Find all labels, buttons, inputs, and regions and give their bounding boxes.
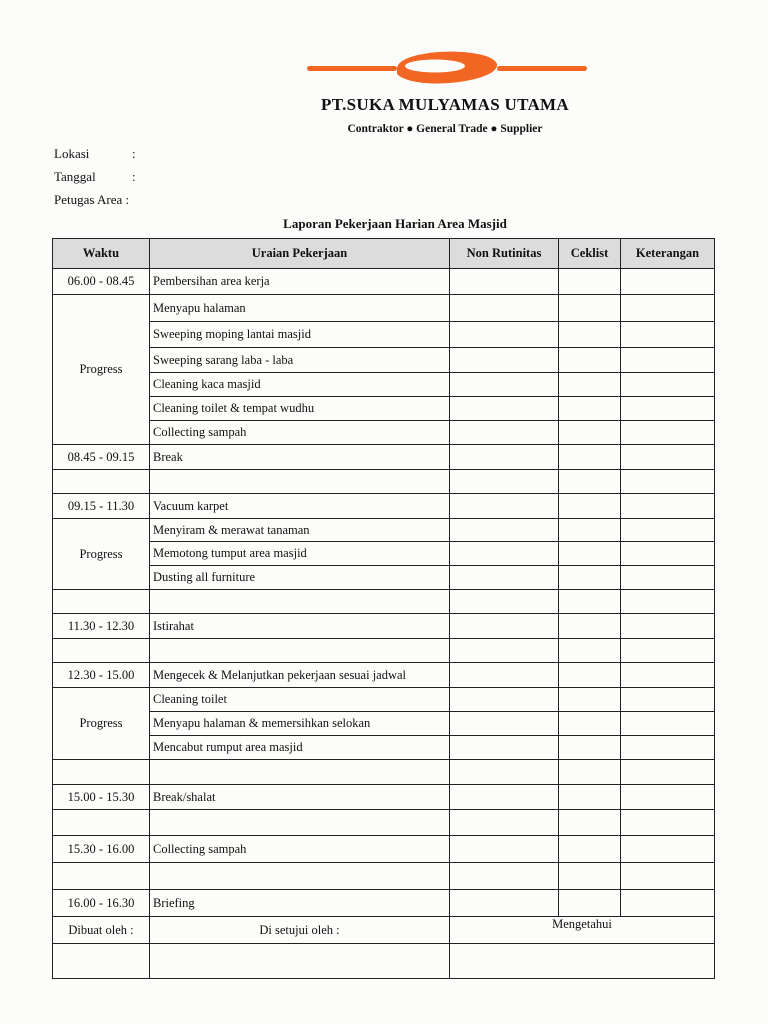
- time-cell: 15.00 - 15.30: [53, 785, 150, 810]
- ceklist-cell[interactable]: [559, 890, 621, 917]
- keterangan-cell[interactable]: [621, 269, 715, 295]
- company-name: PT.SUKA MULYAMAS UTAMA: [321, 95, 569, 114]
- non-rutinitas-cell[interactable]: [450, 785, 559, 810]
- ceklist-cell[interactable]: [559, 785, 621, 810]
- non-rutinitas-cell[interactable]: [450, 322, 559, 348]
- task-cell: Mengecek & Melanjutkan pekerjaan sesuai jadwal: [150, 663, 450, 688]
- time-cell: 12.30 - 15.00: [53, 663, 150, 688]
- mengetahui-label: Mengetahui: [450, 917, 715, 944]
- task-cell: Menyapu halaman & memersihkan selokan: [150, 712, 450, 736]
- table-row: [53, 373, 715, 397]
- non-rutinitas-cell[interactable]: [450, 736, 559, 760]
- table-header-row: [53, 239, 715, 269]
- col-header-waktu: Waktu: [53, 239, 150, 269]
- keterangan-cell[interactable]: [621, 542, 715, 566]
- ceklist-cell[interactable]: [559, 712, 621, 736]
- blank-row: [53, 590, 715, 614]
- task-cell: Collecting sampah: [150, 836, 450, 863]
- non-rutinitas-cell[interactable]: [450, 397, 559, 421]
- keterangan-cell[interactable]: [621, 295, 715, 322]
- blank-row: [53, 639, 715, 663]
- petugas-label: Petugas Area :: [54, 192, 130, 207]
- tanggal-label: Tanggal: [54, 169, 96, 184]
- time-cell: 16.00 - 16.30: [53, 890, 150, 917]
- task-cell: Sweeping sarang laba - laba: [150, 348, 450, 373]
- col-header-keterangan: Keterangan: [621, 239, 715, 269]
- table-row: [53, 494, 715, 519]
- blank-row: [53, 760, 715, 785]
- keterangan-cell[interactable]: [621, 494, 715, 519]
- meta-tanggal: [54, 168, 136, 186]
- table-row: [53, 663, 715, 688]
- task-cell: Sweeping moping lantai masjid: [150, 322, 450, 348]
- orange-swoosh-logo-icon: [305, 42, 590, 92]
- ceklist-cell[interactable]: [559, 542, 621, 566]
- task-cell: Collecting sampah: [150, 421, 450, 445]
- task-cell: Menyapu halaman: [150, 295, 450, 322]
- keterangan-cell[interactable]: [621, 688, 715, 712]
- ceklist-cell[interactable]: [559, 494, 621, 519]
- keterangan-cell[interactable]: [621, 421, 715, 445]
- keterangan-cell[interactable]: [621, 785, 715, 810]
- task-cell: Cleaning toilet: [150, 688, 450, 712]
- keterangan-cell[interactable]: [621, 348, 715, 373]
- table-row: [53, 712, 715, 736]
- lokasi-label: Lokasi: [54, 146, 90, 161]
- ceklist-cell[interactable]: [559, 836, 621, 863]
- blank-row: [53, 470, 715, 494]
- lokasi-colon: :: [132, 146, 136, 161]
- task-cell: Cleaning kaca masjid: [150, 373, 450, 397]
- time-cell: 15.30 - 16.00: [53, 836, 150, 863]
- ceklist-cell[interactable]: [559, 688, 621, 712]
- col-header-non-rutinitas: Non Rutinitas: [450, 239, 559, 269]
- keterangan-cell[interactable]: [621, 614, 715, 639]
- table-row: [53, 421, 715, 445]
- non-rutinitas-cell[interactable]: [450, 445, 559, 470]
- task-cell: Menyiram & merawat tanaman: [150, 519, 450, 542]
- daily-work-table: [52, 238, 715, 979]
- non-rutinitas-cell[interactable]: [450, 712, 559, 736]
- disetujui-oleh-signature[interactable]: [150, 944, 450, 979]
- task-cell: Memotong tumput area masjid: [150, 542, 450, 566]
- ceklist-cell[interactable]: [559, 397, 621, 421]
- table-row: [53, 348, 715, 373]
- mengetahui-signature[interactable]: [450, 944, 715, 979]
- dibuat-oleh-label: Dibuat oleh :: [53, 917, 150, 944]
- report-title: Laporan Pekerjaan Harian Area Masjid: [283, 216, 507, 231]
- ceklist-cell[interactable]: [559, 373, 621, 397]
- ceklist-cell[interactable]: [559, 663, 621, 688]
- table-row: [53, 614, 715, 639]
- task-cell: Break/shalat: [150, 785, 450, 810]
- ceklist-cell[interactable]: [559, 322, 621, 348]
- ceklist-cell[interactable]: [559, 295, 621, 322]
- table-row: [53, 542, 715, 566]
- non-rutinitas-cell[interactable]: [450, 519, 559, 542]
- table-row: [53, 397, 715, 421]
- table-row: [53, 890, 715, 917]
- ceklist-cell[interactable]: [559, 348, 621, 373]
- keterangan-cell[interactable]: [621, 736, 715, 760]
- keterangan-cell[interactable]: [621, 397, 715, 421]
- keterangan-cell[interactable]: [621, 890, 715, 917]
- company-tagline: Contraktor ● General Trade ● Supplier: [347, 123, 543, 135]
- non-rutinitas-cell[interactable]: [450, 890, 559, 917]
- ceklist-cell[interactable]: [559, 736, 621, 760]
- task-cell: Break: [150, 445, 450, 470]
- time-cell: 11.30 - 12.30: [53, 614, 150, 639]
- table-row: [53, 785, 715, 810]
- table-row: [53, 688, 715, 712]
- ceklist-cell[interactable]: [559, 445, 621, 470]
- task-cell: Dusting all furniture: [150, 566, 450, 590]
- table-row: [53, 295, 715, 322]
- task-cell: Pembersihan area kerja: [150, 269, 450, 295]
- ceklist-cell[interactable]: [559, 421, 621, 445]
- non-rutinitas-cell[interactable]: [450, 566, 559, 590]
- ceklist-cell[interactable]: [559, 614, 621, 639]
- keterangan-cell[interactable]: [621, 373, 715, 397]
- blank-row: [53, 810, 715, 836]
- non-rutinitas-cell[interactable]: [450, 269, 559, 295]
- table-row: [53, 736, 715, 760]
- non-rutinitas-cell[interactable]: [450, 421, 559, 445]
- non-rutinitas-cell[interactable]: [450, 663, 559, 688]
- col-header-uraian: Uraian Pekerjaan: [150, 239, 450, 269]
- table-row: [53, 445, 715, 470]
- task-cell: Briefing: [150, 890, 450, 917]
- task-cell: Istirahat: [150, 614, 450, 639]
- table-row: [53, 269, 715, 295]
- table-row: [53, 519, 715, 542]
- table-row: [53, 836, 715, 863]
- table-row: [53, 322, 715, 348]
- non-rutinitas-cell[interactable]: [450, 373, 559, 397]
- meta-lokasi: [54, 145, 136, 163]
- keterangan-cell[interactable]: [621, 445, 715, 470]
- task-cell: Mencabut rumput area masjid: [150, 736, 450, 760]
- keterangan-cell[interactable]: [621, 712, 715, 736]
- keterangan-cell[interactable]: [621, 663, 715, 688]
- keterangan-cell[interactable]: [621, 519, 715, 542]
- non-rutinitas-cell[interactable]: [450, 836, 559, 863]
- keterangan-cell[interactable]: [621, 836, 715, 863]
- signature-row: [53, 944, 715, 979]
- non-rutinitas-cell[interactable]: [450, 494, 559, 519]
- non-rutinitas-cell[interactable]: [450, 542, 559, 566]
- ceklist-cell[interactable]: [559, 269, 621, 295]
- blank-row: [53, 863, 715, 890]
- col-header-ceklist: Ceklist: [559, 239, 621, 269]
- meta-petugas: [54, 191, 129, 209]
- ceklist-cell[interactable]: [559, 519, 621, 542]
- non-rutinitas-cell[interactable]: [450, 614, 559, 639]
- time-cell: 06.00 - 08.45: [53, 269, 150, 295]
- keterangan-cell[interactable]: [621, 566, 715, 590]
- keterangan-cell[interactable]: [621, 322, 715, 348]
- table-row: [53, 566, 715, 590]
- disetujui-oleh-label: Di setujui oleh :: [150, 917, 450, 944]
- progress-cell: Progress: [53, 519, 150, 590]
- ceklist-cell[interactable]: [559, 566, 621, 590]
- progress-cell: Progress: [53, 688, 150, 760]
- non-rutinitas-cell[interactable]: [450, 688, 559, 712]
- progress-cell: Progress: [53, 295, 150, 445]
- task-cell: Cleaning toilet & tempat wudhu: [150, 397, 450, 421]
- dibuat-oleh-signature[interactable]: [53, 944, 150, 979]
- non-rutinitas-cell[interactable]: [450, 348, 559, 373]
- time-cell: 09.15 - 11.30: [53, 494, 150, 519]
- time-cell: 08.45 - 09.15: [53, 445, 150, 470]
- tanggal-colon: :: [132, 169, 136, 184]
- task-cell: Vacuum karpet: [150, 494, 450, 519]
- non-rutinitas-cell[interactable]: [450, 295, 559, 322]
- signature-label-row: [53, 917, 715, 944]
